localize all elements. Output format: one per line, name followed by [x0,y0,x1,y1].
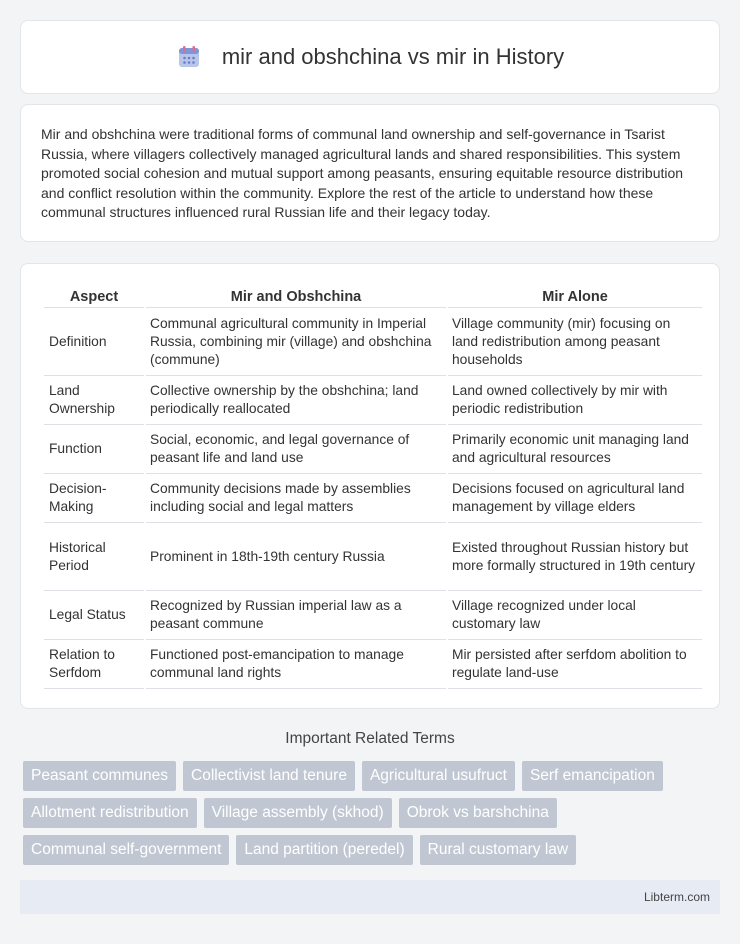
table-row [44,425,702,474]
row-aspect: Function [44,425,144,474]
row-aspect: Land Ownership [44,376,144,425]
related-term-tag[interactable]: Serf emancipation [522,761,663,791]
footer-site-link[interactable]: Libterm.com [643,890,710,904]
row-aspect: Relation to Serfdom [44,640,144,689]
calendar-icon [176,44,202,70]
related-term-tag[interactable]: Communal self-government [23,835,229,865]
table-row [44,523,702,591]
header-mir-alone: Mir Alone [448,284,702,308]
row-mir-obshchina: Community decisions made by assemblies including social and legal matters [146,474,446,523]
related-term-tag[interactable]: Collectivist land tenure [183,761,355,791]
row-mir-obshchina: Recognized by Russian imperial law as a peasant commune [146,591,446,640]
row-mir-obshchina: Communal agricultural community in Imperial Russia, combining mir (village) and obshchina (commune) [146,308,446,376]
related-term-tag[interactable]: Rural customary law [420,835,576,865]
row-mir-obshchina: Functioned post-emancipation to manage communal land rights [146,640,446,689]
table-row [44,474,702,523]
row-mir-alone: Village recognized under local customary law [448,591,702,640]
table-row [44,640,702,689]
related-term-tag[interactable]: Obrok vs barshchina [399,798,557,828]
row-mir-alone: Land owned collectively by mir with periodic redistribution [448,376,702,425]
header-card [20,20,720,94]
related-terms-list [23,761,723,865]
header-aspect: Aspect [44,284,144,308]
related-term-tag[interactable]: Peasant communes [23,761,176,791]
table-row [44,376,702,425]
row-aspect: Definition [44,308,144,376]
row-mir-alone: Existed throughout Russian history but more formally structured in 19th century [448,523,702,591]
row-mir-alone: Mir persisted after serfdom abolition to regulate land-use [448,640,702,689]
comparison-table [42,284,704,689]
row-mir-obshchina: Prominent in 18th-19th century Russia [146,523,446,591]
related-term-tag[interactable]: Allotment redistribution [23,798,197,828]
row-mir-alone: Village community (mir) focusing on land redistribution among peasant households [448,308,702,376]
footer [20,880,720,914]
intro-card [20,104,720,242]
row-mir-obshchina: Collective ownership by the obshchina; land periodically reallocated [146,376,446,425]
intro-text: Mir and obshchina were traditional forms of communal land ownership and self-governance in Tsarist Russia, where villagers collectively managed agricultural lands and shared responsibilities. This system promoted social cohesion and mutual support among peasants, ensuring equitable resource distribution and conflict resolution within the community. Explore the rest of the article to understand how these communal structures influenced rural Russian life and their legacy today. [41,126,684,221]
related-terms-title: Important Related Terms [285,730,455,747]
comparison-table-card [20,263,720,709]
table-row [44,591,702,640]
row-aspect: Historical Period [44,523,144,591]
table-header-row [44,284,702,308]
related-term-tag[interactable]: Land partition (peredel) [236,835,412,865]
row-aspect: Legal Status [44,591,144,640]
row-aspect: Decision-Making [44,474,144,523]
related-term-tag[interactable]: Agricultural usufruct [362,761,515,791]
row-mir-obshchina: Social, economic, and legal governance of peasant life and land use [146,425,446,474]
page-title: mir and obshchina vs mir in History [221,44,565,69]
row-mir-alone: Primarily economic unit managing land and agricultural resources [448,425,702,474]
table-row [44,308,702,376]
header-mir-and-obshchina: Mir and Obshchina [146,284,446,308]
row-mir-alone: Decisions focused on agricultural land management by village elders [448,474,702,523]
related-term-tag[interactable]: Village assembly (skhod) [204,798,392,828]
